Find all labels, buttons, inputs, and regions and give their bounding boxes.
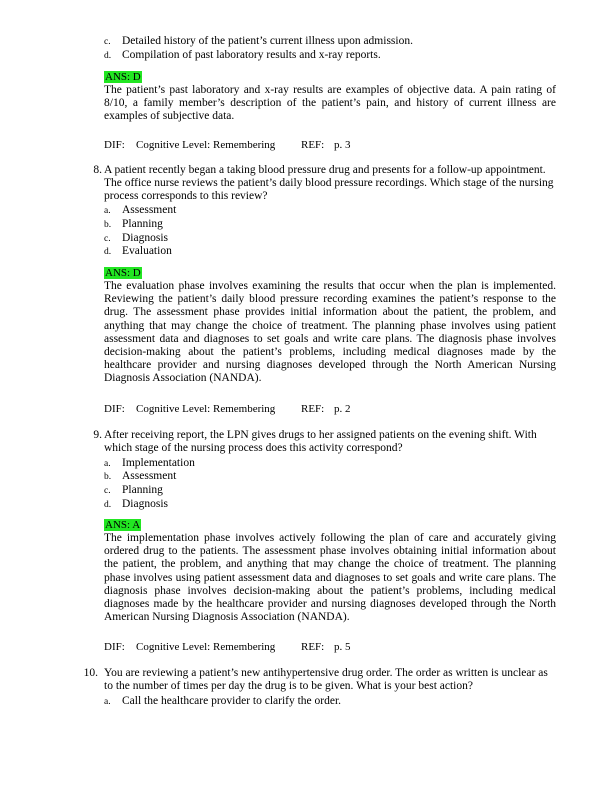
option-letter: c.: [104, 486, 111, 496]
option-b: [104, 218, 163, 232]
question-stem: A patient recently began a taking blood pressure drug and presents for a follow-up appointment. The office nurse reviews the patient’s daily blood pressure recordings. Which stage of the nursing process corresponds to this review?: [104, 164, 554, 203]
question-10: [76, 667, 556, 693]
option-text: Diagnosis: [122, 232, 168, 244]
option-letter: b.: [104, 472, 112, 482]
option-text: Implementation: [122, 457, 195, 469]
option-text: Planning: [122, 484, 163, 496]
option-letter: d.: [104, 247, 112, 257]
rationale: The implementation phase involves actively following the plan of care and accurately giving ordered drug to the patients. The assessment phase involves obtaining initial information about the patient, the problem, and anything that may change the choice of treatment. The planning phase involves using patient assessment data and diagnoses to set goals and write care plans. The diagnosis phase involves decision-making about the patient’s problems, including medical diagnoses made by the healthcare provider and nursing diagnoses developed through the North American Nursing Diagnosis Association (NANDA).: [104, 532, 556, 624]
option-d: [104, 245, 172, 259]
answer-key: ANS: D: [105, 267, 141, 279]
option-d: [104, 498, 168, 512]
option-text: Detailed history of the patient’s current illness upon admission.: [122, 35, 413, 47]
rationale: The patient’s past laboratory and x-ray results are examples of objective data. A pain rating of 8/10, a family member’s description of the patient’s pain, and history of current illness are examples of subjective data.: [104, 84, 556, 123]
page-ref: p. 2: [334, 403, 351, 415]
question-number: 8.: [93, 164, 102, 176]
rationale: The evaluation phase involves examining the results that occur when the plan is implemented. Reviewing the patient’s daily blood pressure recording examines the patient’s response to the drug. The assessment phase provides initial information about the patient, the problem, and anything that may change the choice of treatment. The planning phase involves using patient assessment data and diagnoses to set goals and write care plans. The diagnosis phase involves decision-making about the patient’s problems, including medical diagnoses made by the healthcare provider and nursing diagnoses developed through the North American Nursing Diagnosis Association (NANDA).: [104, 280, 556, 385]
question-stem: You are reviewing a patient’s new antihypertensive drug order. The order as written is unclear as to the number of times per day the drug is to be given. What is your best action?: [104, 667, 548, 693]
option-a: [104, 204, 176, 218]
dif-label: DIF:: [104, 139, 125, 151]
cognitive-level: Cognitive Level: Remembering: [136, 403, 276, 415]
option-letter: b.: [104, 220, 112, 230]
question-8: [80, 164, 556, 204]
question-number: 10.: [83, 667, 98, 679]
question-metadata: [104, 139, 351, 152]
answer-key: ANS: A: [105, 519, 141, 531]
ref-label: REF:: [301, 641, 325, 653]
option-letter: d.: [104, 51, 112, 61]
question-metadata: [104, 403, 351, 416]
ref-label: REF:: [301, 139, 325, 151]
option-letter: d.: [104, 500, 112, 510]
option-letter: c.: [104, 37, 111, 47]
option-text: Assessment: [122, 470, 177, 482]
dif-label: DIF:: [104, 641, 125, 653]
option-letter: c.: [104, 234, 111, 244]
page-ref: p. 3: [334, 139, 351, 151]
dif-label: DIF:: [104, 403, 125, 415]
page-ref: p. 5: [334, 641, 351, 653]
option-text: Diagnosis: [122, 498, 168, 510]
option-letter: a.: [104, 459, 111, 469]
cognitive-level: Cognitive Level: Remembering: [136, 139, 276, 151]
option-c: [104, 35, 413, 49]
question-stem: After receiving report, the LPN gives drugs to her assigned patients on the evening shift. With which stage of the nursing process does this activity correspond?: [104, 429, 537, 455]
option-text: Evaluation: [122, 245, 172, 257]
option-text: Call the healthcare provider to clarify the order.: [122, 695, 342, 707]
option-b: [104, 470, 176, 484]
option-text: Assessment: [122, 204, 177, 216]
option-text: Compilation of past laboratory results and x-ray reports.: [122, 49, 381, 61]
option-letter: a.: [104, 697, 111, 707]
answer-key: ANS: D: [105, 71, 141, 83]
option-letter: a.: [104, 206, 111, 216]
option-text: Planning: [122, 218, 163, 230]
cognitive-level: Cognitive Level: Remembering: [136, 641, 276, 653]
option-c: [104, 484, 163, 498]
question-metadata: [104, 641, 351, 654]
option-d: [104, 49, 381, 63]
question-9: [80, 429, 556, 455]
question-number: 9.: [93, 429, 102, 441]
option-a: [104, 695, 341, 709]
ref-label: REF:: [301, 403, 325, 415]
